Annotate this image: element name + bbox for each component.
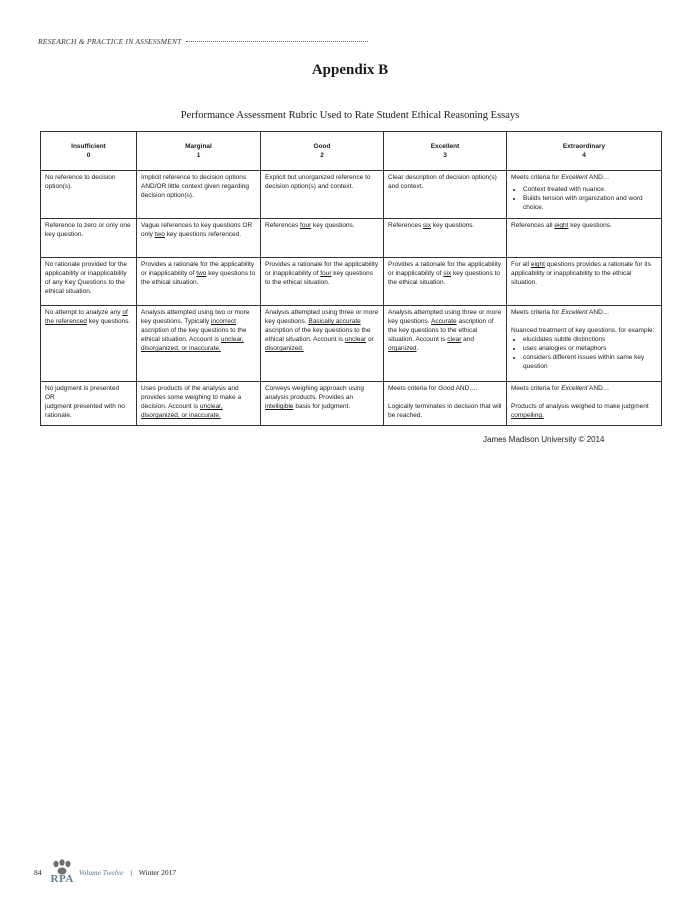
list-item: • uses analogies or metaphors bbox=[523, 344, 657, 353]
table-caption: Performance Assessment Rubric Used to Rate Student Ethical Reasoning Essays bbox=[180, 110, 520, 121]
issue-label: Winter 2017 bbox=[138, 867, 177, 877]
header-row bbox=[41, 132, 662, 171]
table-cell: Provides a rationale for the applicability or inapplicability of four key questions to the ethical situation. bbox=[261, 258, 384, 306]
table-cell: Explicit but unorganized reference to decision option(s) and context. bbox=[261, 171, 384, 219]
table-cell: Meets criteria for Excellent AND… Nuanced treatment of key questions, for example: • elucidates subtle distinctions • uses analogies or metaphors • considers different issues within same key question bbox=[507, 306, 662, 382]
table-cell: Analysis attempted using three or more key questions. Accurate ascription of the key questions to the ethical situation. Account is clear and organized. bbox=[384, 306, 507, 382]
table-cell: No judgment is presented OR judgment presented with no rationale. bbox=[41, 382, 137, 426]
logo-text: RPA bbox=[50, 873, 74, 885]
column-header-extraordinary: Extraordinary 4 bbox=[507, 132, 662, 171]
table-cell: Analysis attempted using three or more key questions. Basically accurate ascription of the key questions to the ethical situation. Account is unclear or disorganized. bbox=[261, 306, 384, 382]
table-cell: No attempt to analyze any of the referenced key questions. bbox=[41, 306, 137, 382]
column-header-good: Good 2 bbox=[261, 132, 384, 171]
running-header bbox=[38, 35, 368, 47]
list-item: • Context treated with nuance. bbox=[523, 185, 657, 194]
table-cell: No rationale provided for the applicability or inapplicability of any Key Questions to the ethical situation. bbox=[41, 258, 137, 306]
list-item: • Builds tension with organization and word choice. bbox=[523, 194, 657, 212]
table-cell: Conveys weighing approach using analysis products. Provides an intelligible basis for judgment. bbox=[261, 382, 384, 426]
table-cell: Vague references to key questions OR only two key questions referenced. bbox=[137, 219, 261, 258]
table-cell: For all eight questions provides a rationale for its applicability or inapplicability to the ethical situation. bbox=[507, 258, 662, 306]
bullet-list bbox=[511, 185, 657, 212]
table-cell: Meets criteria for Excellent AND… • Context treated with nuance. • Builds tension with organization and word choice. bbox=[507, 171, 662, 219]
column-header-marginal: Marginal 1 bbox=[137, 132, 261, 171]
table-cell: Meets criteria for Good AND…. Logically terminates in decision that will be reached. bbox=[384, 382, 507, 426]
rubric-table bbox=[40, 131, 662, 426]
table-row bbox=[41, 258, 662, 306]
appendix-title: Appendix B bbox=[311, 62, 389, 78]
column-header-excellent: Excellent 3 bbox=[384, 132, 507, 171]
footer-separator: | bbox=[128, 867, 134, 877]
cell-paragraph: Logically terminates in decision that will be reached. bbox=[388, 403, 502, 419]
table-cell: No reference to decision option(s). bbox=[41, 171, 137, 219]
table-cell: References four key questions. bbox=[261, 219, 384, 258]
bullet-list bbox=[511, 335, 657, 371]
header-dotted-rule bbox=[186, 38, 368, 42]
table-cell: Analysis attempted using two or more key questions. Typically incorrect ascription of the key questions to the ethical situation. Account is unclear, disorganized, or inaccurate. bbox=[137, 306, 261, 382]
table-cell: Clear description of decision option(s) and context. bbox=[384, 171, 507, 219]
table-cell: Reference to zero or only one key question. bbox=[41, 219, 137, 258]
table-row bbox=[41, 219, 662, 258]
table-cell: Uses products of the analysis and provides some weighing to make a decision. Account is unclear, disorganized, or inaccurate. bbox=[137, 382, 261, 426]
list-item: • elucidates subtle distinctions bbox=[523, 335, 657, 344]
table-row bbox=[41, 306, 662, 382]
table-cell: References all eight key questions. bbox=[507, 219, 662, 258]
page-footer bbox=[34, 854, 176, 890]
running-title: RESEARCH & PRACTICE IN ASSESSMENT bbox=[38, 36, 182, 46]
cell-paragraph: Products of analysis weighed to make judgment compelling. bbox=[511, 403, 649, 419]
column-header-insufficient: Insufficient 0 bbox=[41, 132, 137, 171]
volume-label: Volume Twelve bbox=[78, 867, 124, 877]
copyright-notice: James Madison University © 2014 bbox=[483, 435, 605, 444]
table-cell: Meets criteria for Excellent AND… Products of analysis weighed to make judgment compelling. bbox=[507, 382, 662, 426]
table-row bbox=[41, 382, 662, 426]
table-cell: References six key questions. bbox=[384, 219, 507, 258]
table-row bbox=[41, 171, 662, 219]
cell-paragraph: Nuanced treatment of key questions, for example: bbox=[511, 327, 655, 334]
list-item: • considers different issues within same key question bbox=[523, 353, 657, 371]
table-cell: Provides a rationale for the applicability or inapplicability of two key questions to the ethical situation. bbox=[137, 258, 261, 306]
rpa-logo bbox=[51, 859, 74, 885]
table-cell: Provides a rationale for the applicability or inapplicability of six key questions to the ethical situation. bbox=[384, 258, 507, 306]
table-cell: Implicit reference to decision options AND/OR little context given regarding decision option(s). bbox=[137, 171, 261, 219]
page-number: 84 bbox=[34, 867, 42, 877]
